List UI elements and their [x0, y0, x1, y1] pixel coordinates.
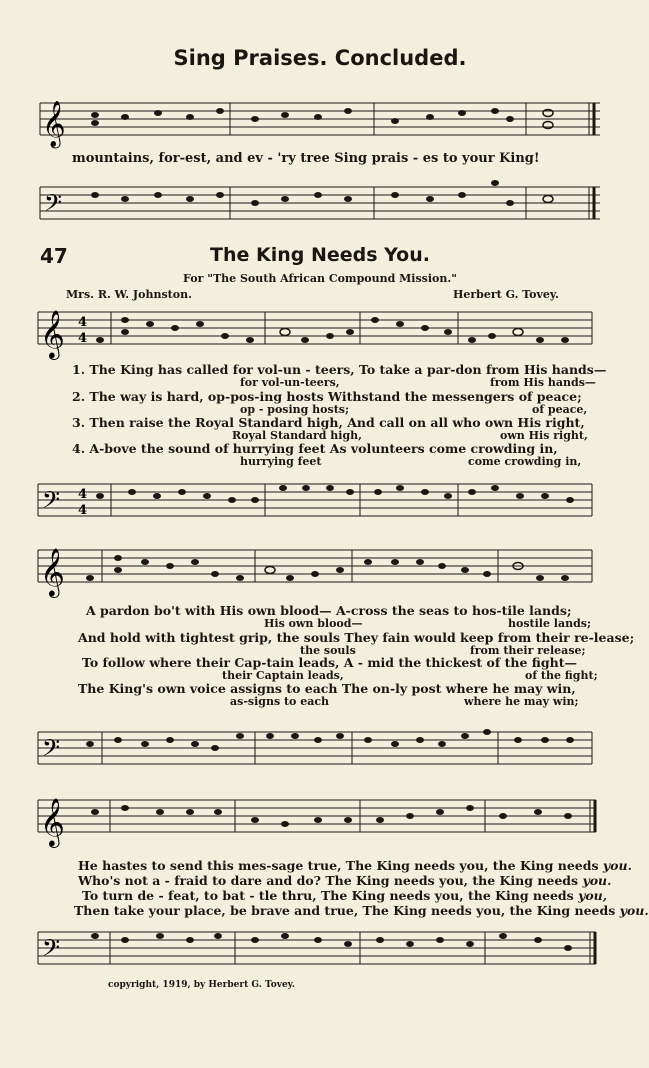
hymn-dedication: For "The South African Compound Mission." — [183, 272, 457, 285]
s1-verse-4-echo-a: hurrying feet — [240, 455, 322, 468]
svg-text:4: 4 — [78, 503, 88, 518]
svg-text:4: 4 — [78, 331, 88, 346]
system1-treble-staff — [0, 302, 640, 358]
prev-notes-treble — [0, 95, 640, 145]
page-title: Sing Praises. Concluded. — [173, 46, 467, 70]
s3-line-2-end: you. — [582, 873, 612, 888]
s3-line-1 — [78, 858, 632, 873]
s1-verse-1: 1. The King has called for vol-un - teers, To take a par-don from His hands— — [72, 362, 607, 377]
svg-text:𝄞: 𝄞 — [42, 101, 66, 147]
s3-line-2-text: Who's not a - fraid to dare and do? The King needs you, the King needs — [78, 873, 583, 888]
s2-verse-1: A pardon bo't with His own blood— A-cross the seas to hos-tile lands; — [86, 603, 572, 618]
s3-line-3-end: you, — [578, 888, 608, 903]
s3-line-4-end: you. — [619, 903, 649, 918]
s2-verse-3-echo-b: of the fight; — [525, 669, 598, 682]
s3-line-2 — [78, 873, 611, 888]
s3-line-1-text: He hastes to send this mes-sage true, The King needs you, the King needs — [78, 858, 603, 873]
hymn-composer: Herbert G. Tovey. — [453, 288, 559, 301]
svg-text:𝄢: 𝄢 — [44, 189, 63, 222]
hymn-author: Mrs. R. W. Johnston. — [66, 288, 192, 301]
svg-text:𝄢: 𝄢 — [42, 486, 61, 519]
prev-hymn-lyric: mountains, for-est, and ev - 'ry tree Sing prais - es to your King! — [72, 151, 540, 166]
svg-text:𝄞: 𝄞 — [40, 797, 65, 846]
s1-verse-2-echo-b: of peace, — [532, 403, 588, 416]
s2-verse-3-echo-a: their Captain leads, — [222, 669, 344, 682]
hymn-title: The King Needs You. — [210, 244, 430, 266]
copyright: copyright, 1919, by Herbert G. Tovey. — [108, 980, 296, 990]
s2-verse-4: The King's own voice assigns to each The on-ly post where he may win, — [78, 681, 576, 696]
svg-text:𝄞: 𝄞 — [40, 309, 65, 358]
hymn-number: 47 — [40, 244, 68, 268]
s3-line-1-end: you. — [602, 858, 632, 873]
s1-verse-1-echo-a: for vol-un-teers, — [240, 376, 340, 389]
s2-verse-1-echo-b: hostile lands; — [508, 617, 592, 630]
s3-line-3-text: To turn de - feat, to bat - tle thru, The King needs you, the King needs — [82, 888, 579, 903]
s2-verse-3: To follow where their Cap-tain leads, A - mid the thickest of the fight— — [82, 655, 577, 670]
s2-verse-2-echo-a: the souls — [300, 644, 356, 657]
system3-bass-staff — [0, 920, 640, 978]
s2-verse-1-echo-a: His own blood— — [264, 617, 363, 630]
svg-text:𝄢: 𝄢 — [42, 934, 61, 967]
s2-verse-2: And hold with tightest grip, the souls They fain would keep from their re-lease; — [78, 630, 635, 645]
svg-text:𝄞: 𝄞 — [40, 547, 65, 596]
s3-line-4-text: Then take your place, be brave and true, The King needs you, the King needs — [74, 903, 620, 918]
s2-verse-2-echo-b: from their release; — [470, 644, 586, 657]
s1-verse-3: 3. Then raise the Royal Standard high, And call on all who own His right, — [72, 415, 585, 430]
s1-verse-2-echo-a: op - posing hosts; — [240, 403, 350, 416]
system2-treble-staff — [0, 540, 640, 596]
s1-verse-1-echo-b: from His hands— — [490, 376, 596, 389]
svg-text:𝄢: 𝄢 — [42, 734, 61, 767]
s1-verse-3-echo-a: Royal Standard high, — [232, 429, 362, 442]
system1-bass-staff — [0, 472, 640, 530]
s3-line-4 — [74, 903, 649, 918]
s2-verse-4-echo-a: as-signs to each — [230, 695, 330, 708]
s1-verse-4-echo-b: come crowding in, — [468, 455, 582, 468]
s1-verse-2: 2. The way is hard, op-pos-ing hosts Withstand the messengers of peace; — [72, 389, 582, 404]
s1-verse-3-echo-b: own His right, — [500, 429, 588, 442]
svg-text:4: 4 — [78, 315, 88, 330]
s2-verse-4-echo-b: where he may win; — [464, 695, 579, 708]
system3-treble-staff — [0, 790, 640, 846]
system2-bass-staff — [0, 718, 640, 778]
prev-bass-staff — [0, 175, 640, 230]
svg-text:4: 4 — [78, 487, 88, 502]
s1-verse-4: 4. A-bove the sound of hurrying feet As volunteers come crowding in, — [72, 441, 558, 456]
s3-line-3 — [82, 888, 607, 903]
